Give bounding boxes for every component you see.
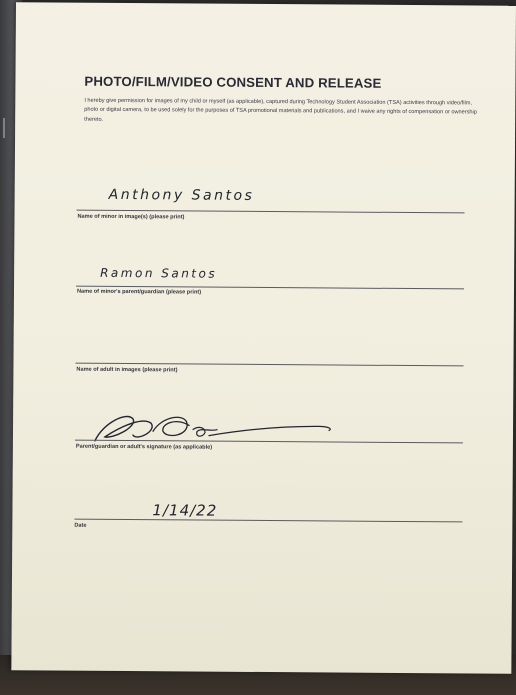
minor-name-value[interactable]: Anthony Santos bbox=[108, 186, 255, 204]
guardian-name-label: Name of minor's parent/guardian (please print) bbox=[76, 288, 202, 296]
date-label: Date bbox=[74, 522, 87, 529]
signature-label: Parent/guardian or adult's signature (as applicable) bbox=[75, 443, 213, 451]
consent-form-page bbox=[11, 2, 516, 673]
minor-name-line bbox=[77, 210, 465, 214]
minor-name-label: Name of minor in image(s) (please print) bbox=[77, 213, 185, 221]
form-title: PHOTO/FILM/VIDEO CONSENT AND RELEASE bbox=[84, 73, 382, 91]
date-value[interactable]: 1/14/22 bbox=[152, 501, 218, 520]
background-glyph bbox=[3, 118, 13, 138]
guardian-name-value[interactable]: Ramon Santos bbox=[100, 265, 218, 281]
date-line bbox=[74, 519, 462, 523]
consent-statement: I hereby give permission for images of my child or myself (as applicable), captured during Technology Student Association (TSA) activities through video/film, photo or digital camera, to be used solely for the purposes of TSA promotional materials and publications, and I waive any rights of compensation or ownership thereto. bbox=[84, 97, 477, 123]
adult-name-line[interactable] bbox=[75, 363, 463, 367]
adult-name-label: Name of adult in images (please print) bbox=[76, 366, 178, 374]
